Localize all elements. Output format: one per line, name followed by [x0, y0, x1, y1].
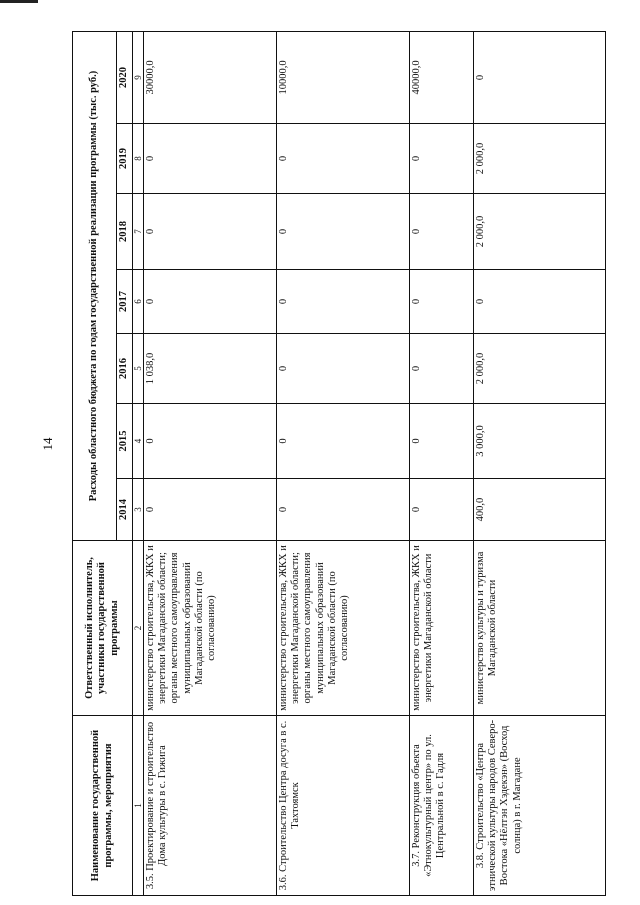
program-name-cell: 3.5. Проектирование и строительство Дома культуры в с. Гижига — [144, 716, 277, 896]
page-number: 14 — [40, 437, 55, 451]
column-number: 2 — [133, 541, 144, 716]
header-executor: Ответственный исполнитель, участники государственной программы — [73, 541, 133, 716]
header-year: 2019 — [117, 124, 133, 194]
header-year: 2014 — [117, 479, 133, 541]
value-cell: 0 — [410, 270, 474, 334]
table-row — [410, 31, 474, 895]
header-year: 2020 — [117, 31, 133, 123]
header-program-name: Наименование государственной программы, мероприятия — [73, 716, 133, 896]
executor-cell: министерство культуры и туризма Магаданской области — [474, 541, 606, 716]
value-cell: 2 000,0 — [474, 334, 606, 404]
value-cell: 0 — [277, 479, 410, 541]
value-cell: 0 — [410, 479, 474, 541]
table-row — [144, 31, 277, 895]
value-cell: 0 — [277, 194, 410, 270]
program-name-cell: 3.8. Строительство «Центра этнической культуры народов Северо-Востока «Нёлтэн Хэдекэн» (Восход солнца) в г. Магадане — [474, 716, 606, 896]
header-year: 2018 — [117, 194, 133, 270]
header-expenses: Расходы областного бюджета по годам государственной реализации программы (тыс. руб.) — [73, 31, 117, 540]
value-cell: 0 — [144, 479, 277, 541]
value-cell: 2 000,0 — [474, 124, 606, 194]
corner-scan-mark — [0, 0, 38, 10]
value-cell: 0 — [474, 31, 606, 123]
document-area — [72, 32, 604, 896]
value-cell: 0 — [410, 404, 474, 479]
value-cell: 0 — [144, 124, 277, 194]
value-cell: 0 — [410, 194, 474, 270]
value-cell: 0 — [144, 404, 277, 479]
table-row — [277, 31, 410, 895]
value-cell: 0 — [277, 270, 410, 334]
value-cell: 0 — [277, 334, 410, 404]
value-cell: 0 — [277, 124, 410, 194]
executor-cell: министерство строительства, ЖКХ и энергетики Магаданской области; органы местного самоуправления муниципальных образований Магаданской области (по согласованию) — [144, 541, 277, 716]
column-number: 4 — [133, 404, 144, 479]
header-year: 2016 — [117, 334, 133, 404]
program-name-cell: 3.7. Реконструкция объекта «Этнокультурный центр» по ул. Центральной в с. Гадля — [410, 716, 474, 896]
budget-table — [72, 31, 606, 896]
header-year: 2017 — [117, 270, 133, 334]
value-cell: 40000,0 — [410, 31, 474, 123]
column-number: 1 — [133, 716, 144, 896]
value-cell: 400,0 — [474, 479, 606, 541]
column-number: 8 — [133, 124, 144, 194]
value-cell: 0 — [277, 404, 410, 479]
column-number: 9 — [133, 31, 144, 123]
column-number: 3 — [133, 479, 144, 541]
value-cell: 10000,0 — [277, 31, 410, 123]
column-number: 7 — [133, 194, 144, 270]
value-cell: 30000,0 — [144, 31, 277, 123]
value-cell: 3 000,0 — [474, 404, 606, 479]
table-row — [474, 31, 606, 895]
value-cell: 1 038,0 — [144, 334, 277, 404]
executor-cell: министерство строительства, ЖКХ и энергетики Магаданской области; органы местного самоуправления муниципальных образований Магаданской области (по согласованию) — [277, 541, 410, 716]
program-name-cell: 3.6. Строительство Центра досуга в с. Тахтоямск — [277, 716, 410, 896]
value-cell: 0 — [410, 124, 474, 194]
executor-cell: министерство строительства, ЖКХ и энергетики Магаданской области — [410, 541, 474, 716]
value-cell: 0 — [410, 334, 474, 404]
column-number: 5 — [133, 334, 144, 404]
value-cell: 0 — [474, 270, 606, 334]
header-year: 2015 — [117, 404, 133, 479]
value-cell: 0 — [144, 270, 277, 334]
column-number: 6 — [133, 270, 144, 334]
value-cell: 0 — [144, 194, 277, 270]
value-cell: 2 000,0 — [474, 194, 606, 270]
